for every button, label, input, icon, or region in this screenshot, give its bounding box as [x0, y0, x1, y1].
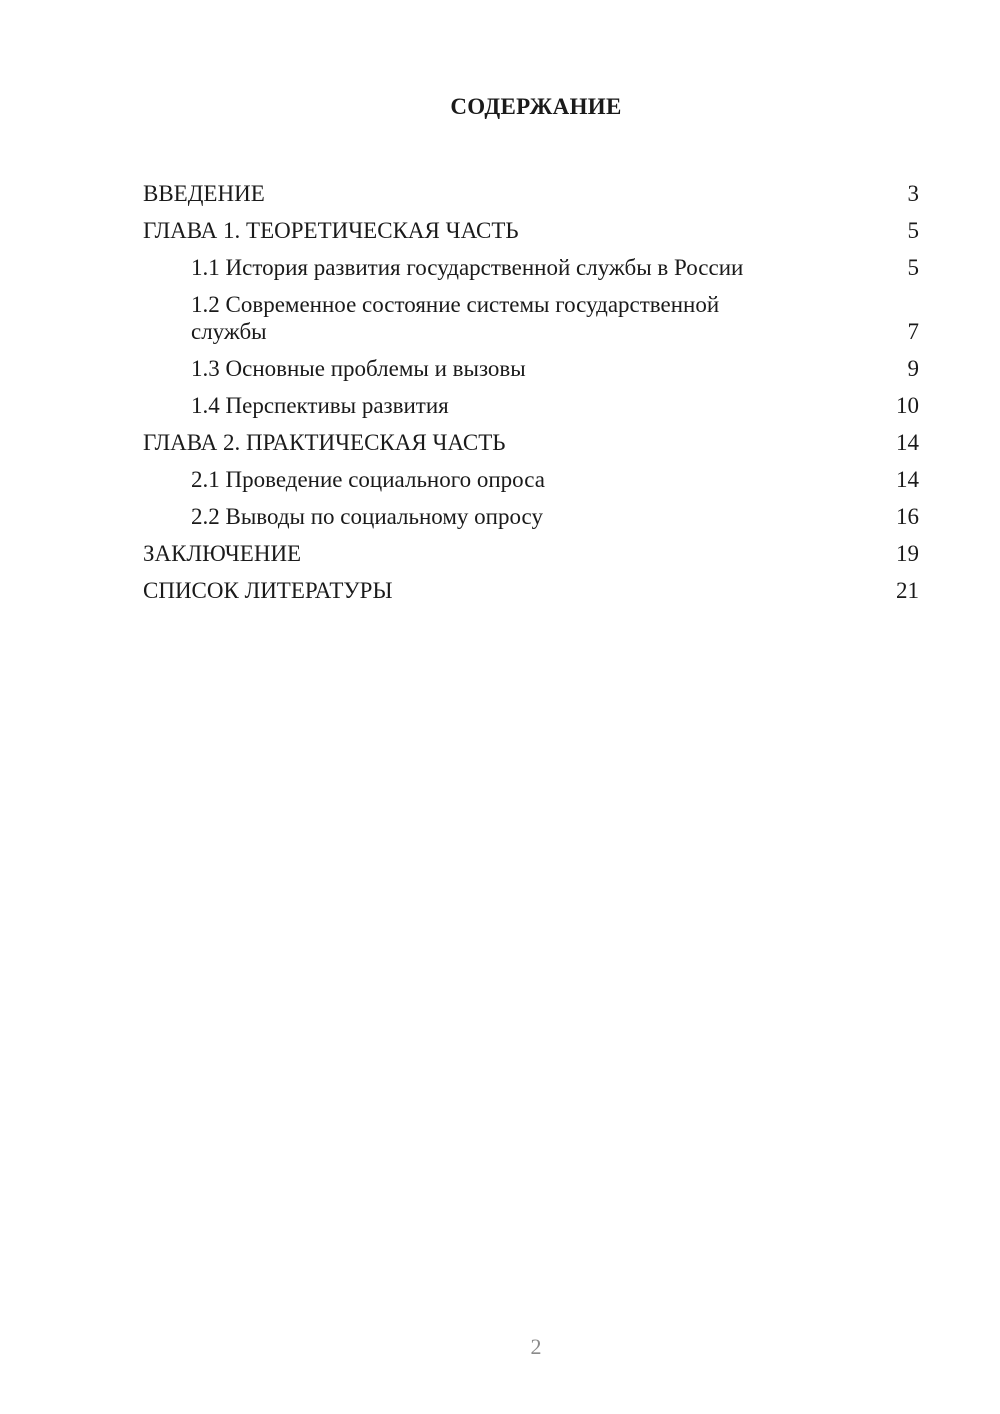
toc-entry-page: 10 [896, 393, 919, 418]
toc-entry-page: 7 [907, 319, 919, 344]
page-title: СОДЕРЖАНИЕ [450, 94, 622, 119]
table-of-contents [143, 170, 919, 604]
toc-entry-page: 19 [896, 541, 919, 566]
toc-entry-label: 1.2 Современное состояние системы государственной службы [191, 292, 720, 344]
toc-entry-section-1-2[interactable] [143, 281, 919, 345]
page-number: 2 [530, 1334, 542, 1359]
toc-entry-label: 2.2 Выводы по социальному опросу [191, 504, 543, 529]
toc-entry-page: 5 [907, 218, 919, 243]
toc-entry-label: ВВЕДЕНИЕ [143, 181, 265, 206]
toc-entry-label: ГЛАВА 2. ПРАКТИЧЕСКАЯ ЧАСТЬ [143, 430, 506, 455]
toc-entry-chapter-1[interactable] [143, 207, 919, 244]
toc-entry-chapter-2[interactable] [143, 419, 919, 456]
toc-entry-page: 5 [907, 255, 919, 280]
toc-entry-label: 1.1 История развития государственной службы в России [191, 255, 744, 280]
toc-entry-section-2-2[interactable] [143, 493, 919, 530]
toc-entry-page: 14 [896, 430, 919, 455]
toc-entry-introduction[interactable] [143, 170, 919, 207]
toc-entry-page: 21 [896, 578, 919, 603]
toc-entry-label: 1.3 Основные проблемы и вызовы [191, 356, 526, 381]
toc-entry-section-1-1[interactable] [143, 244, 919, 281]
toc-entry-section-2-1[interactable] [143, 456, 919, 493]
toc-entry-section-1-3[interactable] [143, 345, 919, 382]
toc-entry-page: 14 [896, 467, 919, 492]
toc-entry-label: ЗАКЛЮЧЕНИЕ [143, 541, 302, 566]
toc-entry-conclusion[interactable] [143, 530, 919, 567]
toc-entry-label: 2.1 Проведение социального опроса [191, 467, 545, 492]
toc-entry-page: 9 [907, 356, 919, 381]
toc-entry-label: СПИСОК ЛИТЕРАТУРЫ [143, 578, 393, 603]
toc-entry-references[interactable] [143, 567, 919, 604]
toc-entry-label: 1.4 Перспективы развития [191, 393, 449, 418]
toc-entry-page: 3 [907, 181, 919, 206]
toc-entry-section-1-4[interactable] [143, 382, 919, 419]
toc-entry-label: ГЛАВА 1. ТЕОРЕТИЧЕСКАЯ ЧАСТЬ [143, 218, 519, 243]
toc-entry-page: 16 [896, 504, 919, 529]
